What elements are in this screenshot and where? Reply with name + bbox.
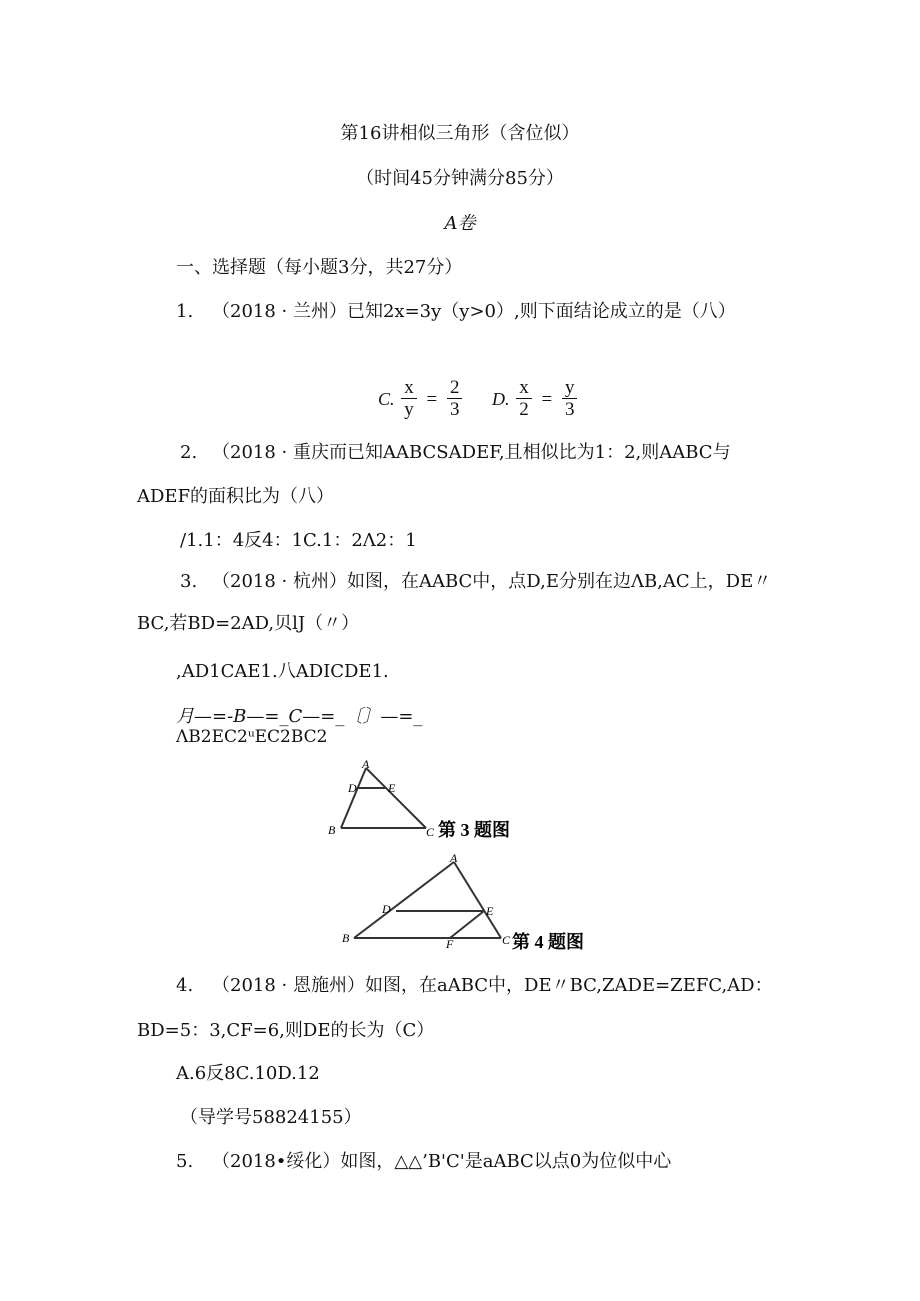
fig3-label-a: A xyxy=(362,760,370,771)
option-d-label: D. xyxy=(491,389,510,409)
fig4-label-c: C xyxy=(502,933,511,947)
fig3-label-d: D xyxy=(348,781,357,795)
question-2-continuation: ADEF的面积比为（八） xyxy=(137,486,335,507)
fig4-label-e: E xyxy=(486,904,494,918)
question-1-stem: （2018 · 兰州）已知2x=3y（y>0）,则下面结论成立的是（八） xyxy=(212,301,736,322)
question-3-stem: （2018 · 杭州）如图，在AABC中，点D,E分别在边ΛB,AC上，DE〃 xyxy=(212,571,772,592)
option-c-fraction-right: $\frac{2}{3}$ xyxy=(447,378,463,421)
question-2-stem: （2018 · 重庆而已知AABCSADEF,且相似比为1：2,则AABC与 xyxy=(212,442,731,463)
option-c-fraction-left: $\frac{x}{y}$ xyxy=(401,378,417,421)
question-5-stem: （2018•绥化）如图，△△’B'C'是aABC以点0为位似中心 xyxy=(212,1151,672,1172)
question-5-number: 5. xyxy=(176,1151,194,1172)
question-3-number: 3. xyxy=(180,571,198,592)
fig3-label-e: E xyxy=(388,781,396,795)
question-4-number: 4. xyxy=(176,975,194,996)
page-title: 第16讲相似三角形（含位似） xyxy=(340,123,580,144)
question-3-continuation: BC,若BD=2AD,贝lJ（〃） xyxy=(137,613,360,634)
fig4-label-f: F xyxy=(446,937,454,951)
question-1-number: 1. xyxy=(176,301,194,322)
question-4-reference: （导学号58824155） xyxy=(180,1107,362,1128)
option-c-label: C. xyxy=(378,389,395,409)
fig4-label-b: B xyxy=(342,931,350,945)
question-4-options: A.6反8C.10D.12 xyxy=(176,1063,320,1084)
question-3-options-row1: ,AD1CAE1.八ADICDE1. xyxy=(176,661,389,682)
option-d-fraction-left: $\frac{x}{2}$ xyxy=(516,378,532,421)
question-1-options: C. $\frac{x}{y}$ = $\frac{2}{3}$ D. $\frac{x}{2}$ = $\frac{y}{3}$ xyxy=(378,378,579,421)
time-score-note: （时间45分钟满分85分） xyxy=(356,168,564,189)
question-3-options-row2: 月—=-B—=_C—=_〔〕—=_ xyxy=(176,706,423,727)
question-2-number: 2. xyxy=(180,442,198,463)
question-4-stem: （2018 · 恩施州）如图，在aABC中，DE〃BC,ZADE=ZEFC,AD： xyxy=(212,975,773,996)
fig3-caption: 第 3 题图 xyxy=(438,820,510,840)
figure-3-triangle xyxy=(326,760,536,846)
fig4-caption: 第 4 题图 xyxy=(512,932,584,952)
question-4-continuation: BD=5：3,CF=6,则DE的长为（C） xyxy=(137,1020,435,1041)
volume-label: A卷 xyxy=(444,213,476,234)
question-3-options-row3: ΛB2EC2ᵘEC2BC2 xyxy=(176,727,328,747)
fig4-label-d: D xyxy=(382,902,391,916)
section-heading: 一、选择题（每小题3分，共27分） xyxy=(176,257,463,278)
figure-4-triangle xyxy=(336,852,606,958)
fig4-label-a: A xyxy=(450,852,458,865)
fig3-label-c: C xyxy=(426,825,435,839)
question-2-options: /1.1：4反4：1C.1：2Λ2：1 xyxy=(180,530,417,551)
fig3-label-b: B xyxy=(328,823,336,837)
option-d-fraction-right: $\frac{y}{3}$ xyxy=(562,378,578,421)
